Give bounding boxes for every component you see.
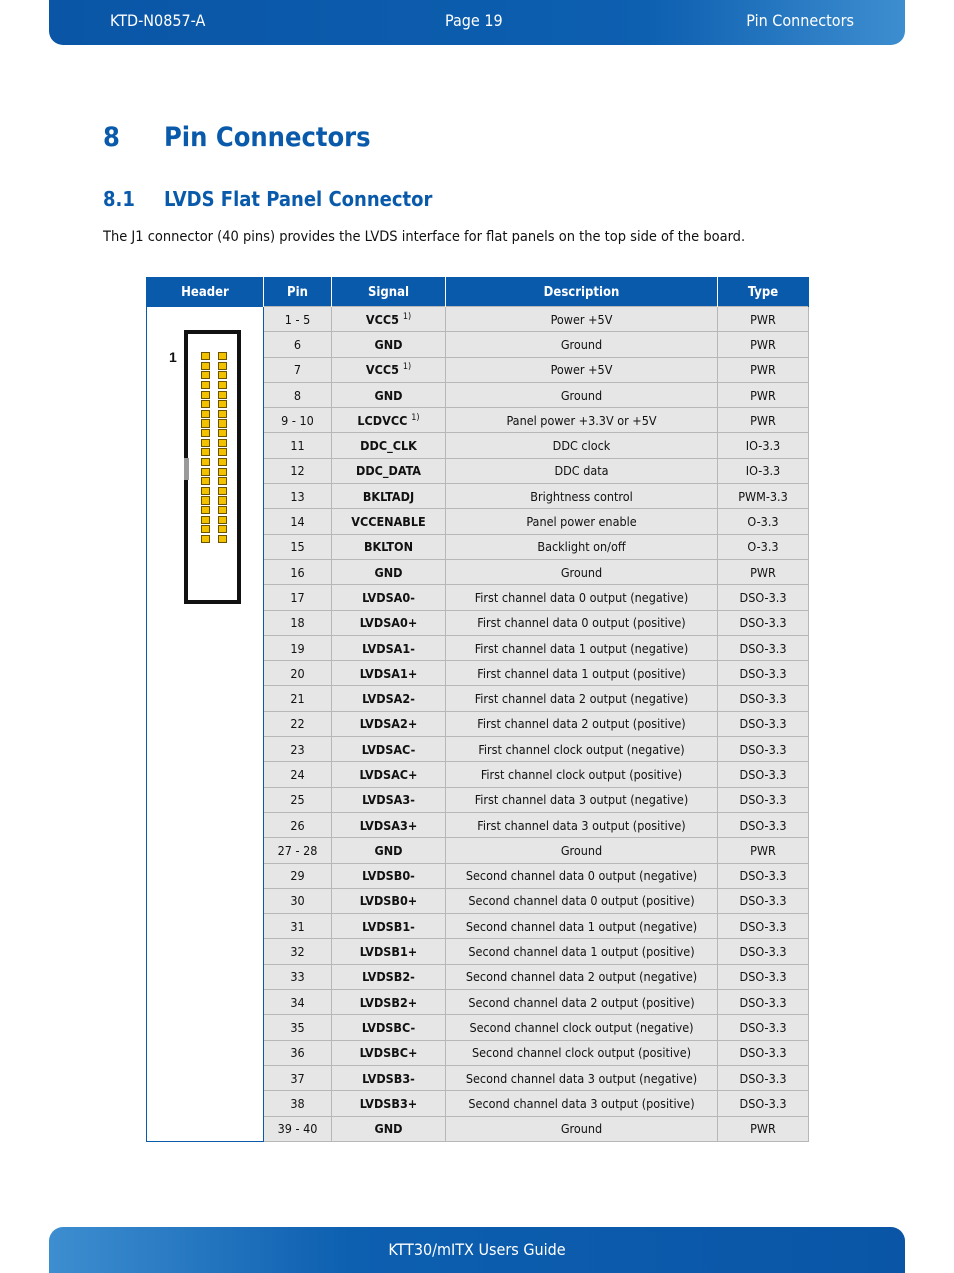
chapter-title: Pin Connectors — [164, 122, 371, 153]
pin-number-cell: 15 — [264, 534, 332, 559]
signal-cell — [332, 534, 446, 559]
type-cell: DSO-3.3 — [718, 1015, 809, 1040]
pin-number-cell: 36 — [264, 1040, 332, 1065]
connector-pin — [201, 352, 210, 360]
signal-name: GND — [374, 387, 403, 403]
table-body — [147, 307, 809, 1142]
column-header-header: Header — [147, 278, 264, 307]
pin-number-cell: 17 — [264, 585, 332, 610]
type-cell: DSO-3.3 — [718, 635, 809, 660]
column-header-signal: Signal — [332, 278, 446, 307]
section-number: 8.1 — [103, 187, 135, 211]
signal-name: LVDSA1+ — [359, 665, 418, 681]
description-cell: First channel data 1 output (positive) — [446, 661, 718, 686]
signal-name: VCCENABLE — [351, 514, 426, 530]
connector-pin — [218, 419, 227, 427]
description-cell: First channel data 0 output (positive) — [446, 610, 718, 635]
connector-pin — [201, 371, 210, 379]
signal-cell — [332, 559, 446, 584]
column-header-type: Type — [718, 278, 809, 307]
pin-number-cell: 14 — [264, 509, 332, 534]
pin-number-cell: 22 — [264, 711, 332, 736]
pin-grid — [201, 352, 227, 543]
signal-cell — [332, 1015, 446, 1040]
signal-cell — [332, 509, 446, 534]
signal-cell — [332, 382, 446, 407]
signal-cell — [332, 661, 446, 686]
description-cell: Ground — [446, 1116, 718, 1141]
connector-pin — [201, 448, 210, 456]
signal-cell — [332, 307, 446, 332]
pin-number-cell: 24 — [264, 762, 332, 787]
description-cell: First channel data 1 output (negative) — [446, 635, 718, 660]
signal-name: LVDSB3- — [362, 1070, 415, 1086]
signal-cell — [332, 1116, 446, 1141]
page-number: Page 19 — [445, 11, 503, 30]
signal-cell — [332, 585, 446, 610]
section-heading — [103, 187, 432, 211]
description-cell: Backlight on/off — [446, 534, 718, 559]
signal-name: LVDSB2- — [362, 969, 415, 985]
footer-guide-title: KTT30/mITX Users Guide — [388, 1240, 566, 1259]
pin-number-cell: 33 — [264, 964, 332, 989]
connector-pin — [201, 468, 210, 476]
column-header-description: Description — [446, 278, 718, 307]
signal-name: DDC_DATA — [355, 463, 422, 479]
signal-cell — [332, 964, 446, 989]
pin-number-cell: 8 — [264, 382, 332, 407]
intro-paragraph: The J1 connector (40 pins) provides the LVDS interface for flat panels on the top side of the board. — [103, 229, 746, 245]
type-cell: PWR — [718, 408, 809, 433]
column-header-pin: Pin — [264, 278, 332, 307]
type-cell: PWR — [718, 382, 809, 407]
signal-name: LVDSA3- — [362, 792, 415, 808]
signal-cell — [332, 838, 446, 863]
description-cell: Panel power enable — [446, 509, 718, 534]
type-cell: DSO-3.3 — [718, 1040, 809, 1065]
connector-pin — [201, 477, 210, 485]
description-cell: First channel data 0 output (negative) — [446, 585, 718, 610]
type-cell: DSO-3.3 — [718, 711, 809, 736]
description-cell: First channel clock output (negative) — [446, 737, 718, 762]
signal-name: VCC5 — [365, 362, 399, 378]
signal-name: LVDSB3+ — [359, 1095, 418, 1111]
signal-name: BKLTADJ — [362, 488, 415, 504]
signal-name: LVDSB0- — [362, 868, 415, 884]
signal-cell — [332, 812, 446, 837]
pin-number-cell: 7 — [264, 357, 332, 382]
pin-number-cell: 6 — [264, 332, 332, 357]
signal-cell — [332, 914, 446, 939]
connector-pin — [201, 496, 210, 504]
description-cell: Second channel clock output (negative) — [446, 1015, 718, 1040]
description-cell: First channel clock output (positive) — [446, 762, 718, 787]
signal-cell — [332, 762, 446, 787]
type-cell: PWR — [718, 838, 809, 863]
pin-number-cell: 19 — [264, 635, 332, 660]
description-cell: First channel data 2 output (negative) — [446, 686, 718, 711]
pin-number-cell: 21 — [264, 686, 332, 711]
footnote-marker: 1) — [402, 311, 412, 322]
pin-number-cell: 12 — [264, 458, 332, 483]
type-cell: PWR — [718, 1116, 809, 1141]
connector-pin — [201, 362, 210, 370]
signal-cell — [332, 408, 446, 433]
signal-cell — [332, 737, 446, 762]
connector-pin — [218, 487, 227, 495]
signal-name: LVDSBC- — [361, 1019, 416, 1035]
signal-cell — [332, 433, 446, 458]
connector-pin — [218, 439, 227, 447]
description-cell: Second channel data 1 output (positive) — [446, 939, 718, 964]
description-cell: DDC clock — [446, 433, 718, 458]
description-cell: Panel power +3.3V or +5V — [446, 408, 718, 433]
connector-diagram-cell — [147, 307, 264, 1142]
pin-table — [146, 277, 809, 1142]
signal-cell — [332, 888, 446, 913]
signal-cell — [332, 787, 446, 812]
pin-number-cell: 18 — [264, 610, 332, 635]
connector-pin — [201, 410, 210, 418]
type-cell: O-3.3 — [718, 534, 809, 559]
signal-name: DDC_CLK — [360, 438, 417, 454]
connector-pin — [201, 506, 210, 514]
signal-name: GND — [374, 1121, 403, 1137]
signal-cell — [332, 863, 446, 888]
pin-number-cell: 34 — [264, 990, 332, 1015]
chapter-number: 8 — [103, 122, 120, 153]
description-cell: Second channel clock output (positive) — [446, 1040, 718, 1065]
signal-name: VCC5 — [365, 311, 399, 327]
connector-pin — [218, 535, 227, 543]
signal-name: LVDSB1- — [362, 918, 415, 934]
connector-pin — [218, 458, 227, 466]
pin-number-cell: 1 - 5 — [264, 307, 332, 332]
connector-pin — [201, 381, 210, 389]
signal-cell — [332, 939, 446, 964]
table-header-row — [147, 278, 809, 307]
connector-pin — [218, 400, 227, 408]
signal-name: LVDSB2+ — [359, 994, 418, 1010]
signal-name: LVDSAC- — [361, 741, 416, 757]
pin-number-cell: 11 — [264, 433, 332, 458]
type-cell: DSO-3.3 — [718, 686, 809, 711]
signal-name: LVDSB1+ — [359, 944, 418, 960]
description-cell: First channel data 3 output (negative) — [446, 787, 718, 812]
connector-pin — [218, 525, 227, 533]
type-cell: IO-3.3 — [718, 458, 809, 483]
connector-pin — [218, 429, 227, 437]
signal-name: BKLTON — [363, 539, 414, 555]
pin-number-cell: 9 - 10 — [264, 408, 332, 433]
description-cell: Power +5V — [446, 357, 718, 382]
connector-pin — [201, 516, 210, 524]
page-footer-bar — [49, 1227, 905, 1273]
description-cell: Brightness control — [446, 484, 718, 509]
type-cell: DSO-3.3 — [718, 787, 809, 812]
connector-pin — [218, 352, 227, 360]
description-cell: Second channel data 0 output (negative) — [446, 863, 718, 888]
type-cell: DSO-3.3 — [718, 610, 809, 635]
pin-number-cell: 23 — [264, 737, 332, 762]
doc-id: KTD-N0857-A — [110, 11, 206, 30]
type-cell: DSO-3.3 — [718, 863, 809, 888]
signal-name: LVDSBC+ — [359, 1045, 418, 1061]
connector-pin — [218, 371, 227, 379]
type-cell: DSO-3.3 — [718, 914, 809, 939]
signal-name: LVDSA0+ — [359, 615, 418, 631]
type-cell: DSO-3.3 — [718, 964, 809, 989]
section-title: LVDS Flat Panel Connector — [164, 187, 433, 211]
type-cell: PWR — [718, 357, 809, 382]
description-cell: Ground — [446, 332, 718, 357]
signal-name: LVDSAC+ — [359, 766, 418, 782]
signal-cell — [332, 686, 446, 711]
type-cell: PWR — [718, 559, 809, 584]
pin-number-cell: 27 - 28 — [264, 838, 332, 863]
signal-cell — [332, 990, 446, 1015]
signal-name: LVDSA2+ — [359, 716, 418, 732]
connector-pin — [218, 477, 227, 485]
signal-cell — [332, 1040, 446, 1065]
type-cell: DSO-3.3 — [718, 990, 809, 1015]
signal-cell — [332, 711, 446, 736]
description-cell: Second channel data 2 output (negative) — [446, 964, 718, 989]
description-cell: Ground — [446, 559, 718, 584]
signal-cell — [332, 332, 446, 357]
signal-name: LVDSA0- — [362, 589, 415, 605]
page-header-bar — [49, 0, 905, 45]
connector-pin — [201, 487, 210, 495]
pin-number-cell: 32 — [264, 939, 332, 964]
type-cell: DSO-3.3 — [718, 762, 809, 787]
connector-pin — [218, 391, 227, 399]
signal-name: LVDSB0+ — [359, 893, 418, 909]
type-cell: DSO-3.3 — [718, 1065, 809, 1090]
pin-one-label: 1 — [169, 349, 177, 365]
signal-cell — [332, 484, 446, 509]
connector-pin — [201, 391, 210, 399]
connector-pin — [218, 468, 227, 476]
pin-number-cell: 20 — [264, 661, 332, 686]
signal-name: LVDSA1- — [362, 640, 415, 656]
description-cell: Second channel data 2 output (positive) — [446, 990, 718, 1015]
signal-name: LVDSA2- — [362, 691, 415, 707]
signal-cell — [332, 1091, 446, 1116]
connector-pin — [201, 458, 210, 466]
type-cell: DSO-3.3 — [718, 737, 809, 762]
description-cell: Ground — [446, 838, 718, 863]
type-cell: PWM-3.3 — [718, 484, 809, 509]
header-section-title: Pin Connectors — [746, 11, 854, 30]
connector-pin — [218, 516, 227, 524]
type-cell: PWR — [718, 307, 809, 332]
connector-pin — [218, 381, 227, 389]
type-cell: DSO-3.3 — [718, 585, 809, 610]
connector-pin — [218, 410, 227, 418]
type-cell: DSO-3.3 — [718, 661, 809, 686]
type-cell: DSO-3.3 — [718, 888, 809, 913]
signal-cell — [332, 635, 446, 660]
signal-cell — [332, 1065, 446, 1090]
connector-pin — [201, 535, 210, 543]
signal-cell — [332, 357, 446, 382]
table-row — [147, 307, 809, 332]
description-cell: Ground — [446, 382, 718, 407]
description-cell: Second channel data 3 output (positive) — [446, 1091, 718, 1116]
signal-cell — [332, 610, 446, 635]
type-cell: DSO-3.3 — [718, 812, 809, 837]
pin-number-cell: 26 — [264, 812, 332, 837]
pin-number-cell: 37 — [264, 1065, 332, 1090]
connector-pin — [201, 400, 210, 408]
signal-name: LVDSA3+ — [359, 817, 418, 833]
type-cell: IO-3.3 — [718, 433, 809, 458]
pin-number-cell: 16 — [264, 559, 332, 584]
lvds-connector-graphic — [184, 330, 241, 604]
description-cell: Second channel data 1 output (negative) — [446, 914, 718, 939]
connector-pin — [218, 506, 227, 514]
chapter-heading — [103, 122, 371, 153]
signal-name: GND — [374, 564, 403, 580]
footnote-marker: 1) — [411, 412, 420, 423]
description-cell: Second channel data 0 output (positive) — [446, 888, 718, 913]
footnote-marker: 1) — [402, 362, 412, 373]
signal-name: GND — [374, 842, 403, 858]
connector-key-notch — [184, 458, 189, 480]
description-cell: DDC data — [446, 458, 718, 483]
connector-pin — [201, 439, 210, 447]
pin-number-cell: 31 — [264, 914, 332, 939]
connector-pin — [218, 448, 227, 456]
connector-pin — [201, 429, 210, 437]
type-cell: PWR — [718, 332, 809, 357]
signal-name: LCDVCC — [357, 412, 408, 428]
description-cell: First channel data 2 output (positive) — [446, 711, 718, 736]
type-cell: O-3.3 — [718, 509, 809, 534]
signal-name: GND — [374, 336, 403, 352]
pin-number-cell: 38 — [264, 1091, 332, 1116]
type-cell: DSO-3.3 — [718, 939, 809, 964]
connector-pin — [201, 525, 210, 533]
pin-number-cell: 35 — [264, 1015, 332, 1040]
pin-number-cell: 39 - 40 — [264, 1116, 332, 1141]
description-cell: Power +5V — [446, 307, 718, 332]
description-cell: Second channel data 3 output (negative) — [446, 1065, 718, 1090]
description-cell: First channel data 3 output (positive) — [446, 812, 718, 837]
pin-number-cell: 30 — [264, 888, 332, 913]
pin-number-cell: 13 — [264, 484, 332, 509]
connector-pin — [218, 362, 227, 370]
connector-pin — [201, 419, 210, 427]
pin-number-cell: 29 — [264, 863, 332, 888]
type-cell: DSO-3.3 — [718, 1091, 809, 1116]
pin-number-cell: 25 — [264, 787, 332, 812]
connector-pin — [218, 496, 227, 504]
signal-cell — [332, 458, 446, 483]
